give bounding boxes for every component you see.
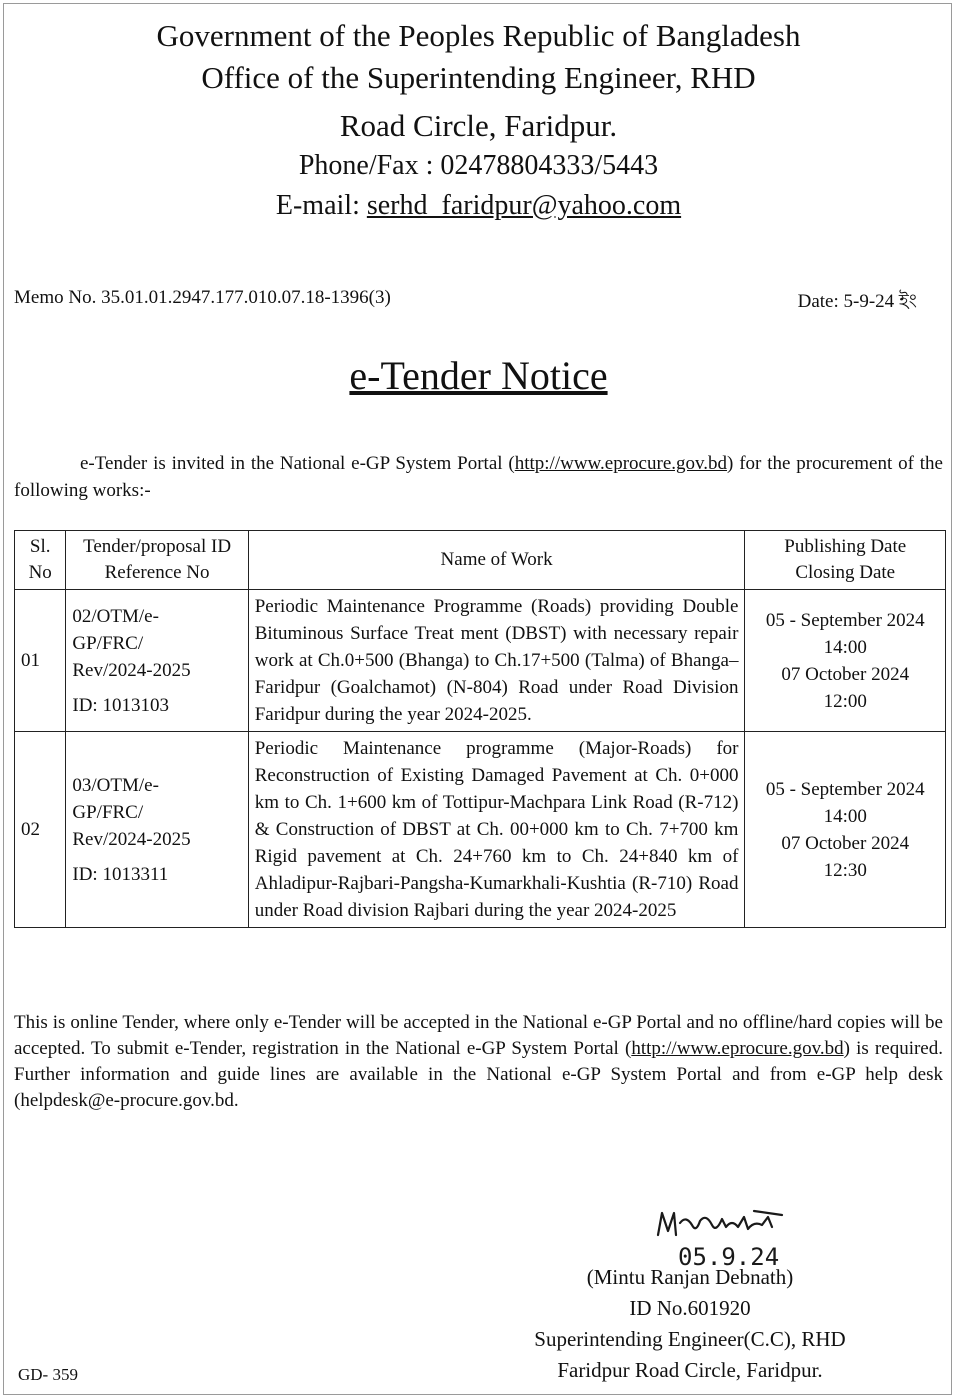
signatory-id: ID No.601920 [629,1296,751,1320]
table-header-row [15,531,946,590]
header-tender-id: Tender/proposal ID Reference No [66,531,248,590]
header-office: Office of the Superintending Engineer, RHD [201,60,756,95]
intro-paragraph [14,450,943,504]
header-phone: Phone/Fax : 02478804333/5443 [298,150,659,181]
handwritten-date: 05.9.24 [678,1243,780,1271]
signatory-designation: Superintending Engineer(C.C), RHD [534,1327,846,1351]
intro-text-before: e-Tender is invited in the National e-GP System Portal ( [80,453,515,474]
eprocure-link[interactable]: http://www.eprocure.gov.bd [514,453,728,474]
row-tender-id: 03/OTM/e- GP/FRC/ Rev/2024-2025 ID: 1013311 [66,732,248,928]
row-sl: 02 [15,732,66,928]
header-circle: Road Circle, Faridpur. [339,108,618,143]
row-dates: 05 - September 2024 14:00 07 October 2024 12:30 [745,732,946,928]
note-text-before: This is online Tender, where only e-Tender will be accepted in the National e-GP Portal and no offline/hard copies will be accepted. To submit e-Tender, registration in the National e-GP System Portal ( [14,1012,943,1059]
row-sl: 01 [15,590,66,732]
row-tender-id: 02/OTM/e- GP/FRC/ Rev/2024-2025 ID: 1013103 [66,590,248,732]
row-dates: 05 - September 2024 14:00 07 October 2024 12:00 [745,590,946,732]
memo-number: Memo No. 35.01.01.2947.177.010.07.18-1396(3) [14,287,391,308]
table-row [15,732,946,928]
header-dates: Publishing Date Closing Date [745,531,946,590]
table-row [15,590,946,732]
signatory-office: Faridpur Road Circle, Faridpur. [557,1358,823,1382]
header-name-of-work: Name of Work [248,531,745,590]
signatory-name: (Mintu Ranjan Debnath) [586,1265,794,1289]
page-title: e-Tender Notice [349,353,608,398]
instructions-paragraph [14,1010,943,1114]
header-email [0,190,957,222]
eprocure-link[interactable]: http://www.eprocure.gov.bd [631,1038,844,1059]
header-sl: Sl. No [15,531,66,590]
email-label: E-mail: [275,190,360,221]
note-text-after: ) is required. Further information and guide lines are available in the National e-GP System Portal and from e-GP help desk (helpdesk@e-procure.gov.bd. [14,1038,943,1111]
row-name-of-work: Periodic Maintenance programme (Major-Roads) for Reconstruction of Existing Damaged Pavement at Ch. 0+000 km to Ch. 1+600 km of Tottipur-Machpara Link Road (R-712) & Construction of DBST at Ch. 00+000 km to Ch. 7+700 km Rigid pavement at Ch. 24+760 km to Ch. 24+840 km of Ahladipur-Rajbari-Pangsha-Kumarkhali-Kushtia (R-710) Road under Road division Rajbari during the year 2024-2025 [248,732,745,928]
memo-date: Date: 5-9-24 ইং [797,291,917,312]
email-link[interactable]: serhd_faridpur@yahoo.com [366,190,682,221]
signature-block [470,1262,910,1386]
footer-code: GD- 359 [18,1365,78,1384]
row-name-of-work: Periodic Maintenance Programme (Roads) providing Double Bituminous Surface Treat ment (DBST) with necessary repair work at Ch.0+500 (Bhanga) to Ch.17+500 (Talma) of Bhanga–Faridpur (Goalchamot) (N-804) Road under Road Division Faridpur during the year 2024-2025. [248,590,745,732]
tender-table [14,530,946,928]
intro-text-after: ) for the procurement of the following works:- [14,453,943,501]
header-government: Government of the Peoples Republic of Bangladesh [156,18,801,53]
